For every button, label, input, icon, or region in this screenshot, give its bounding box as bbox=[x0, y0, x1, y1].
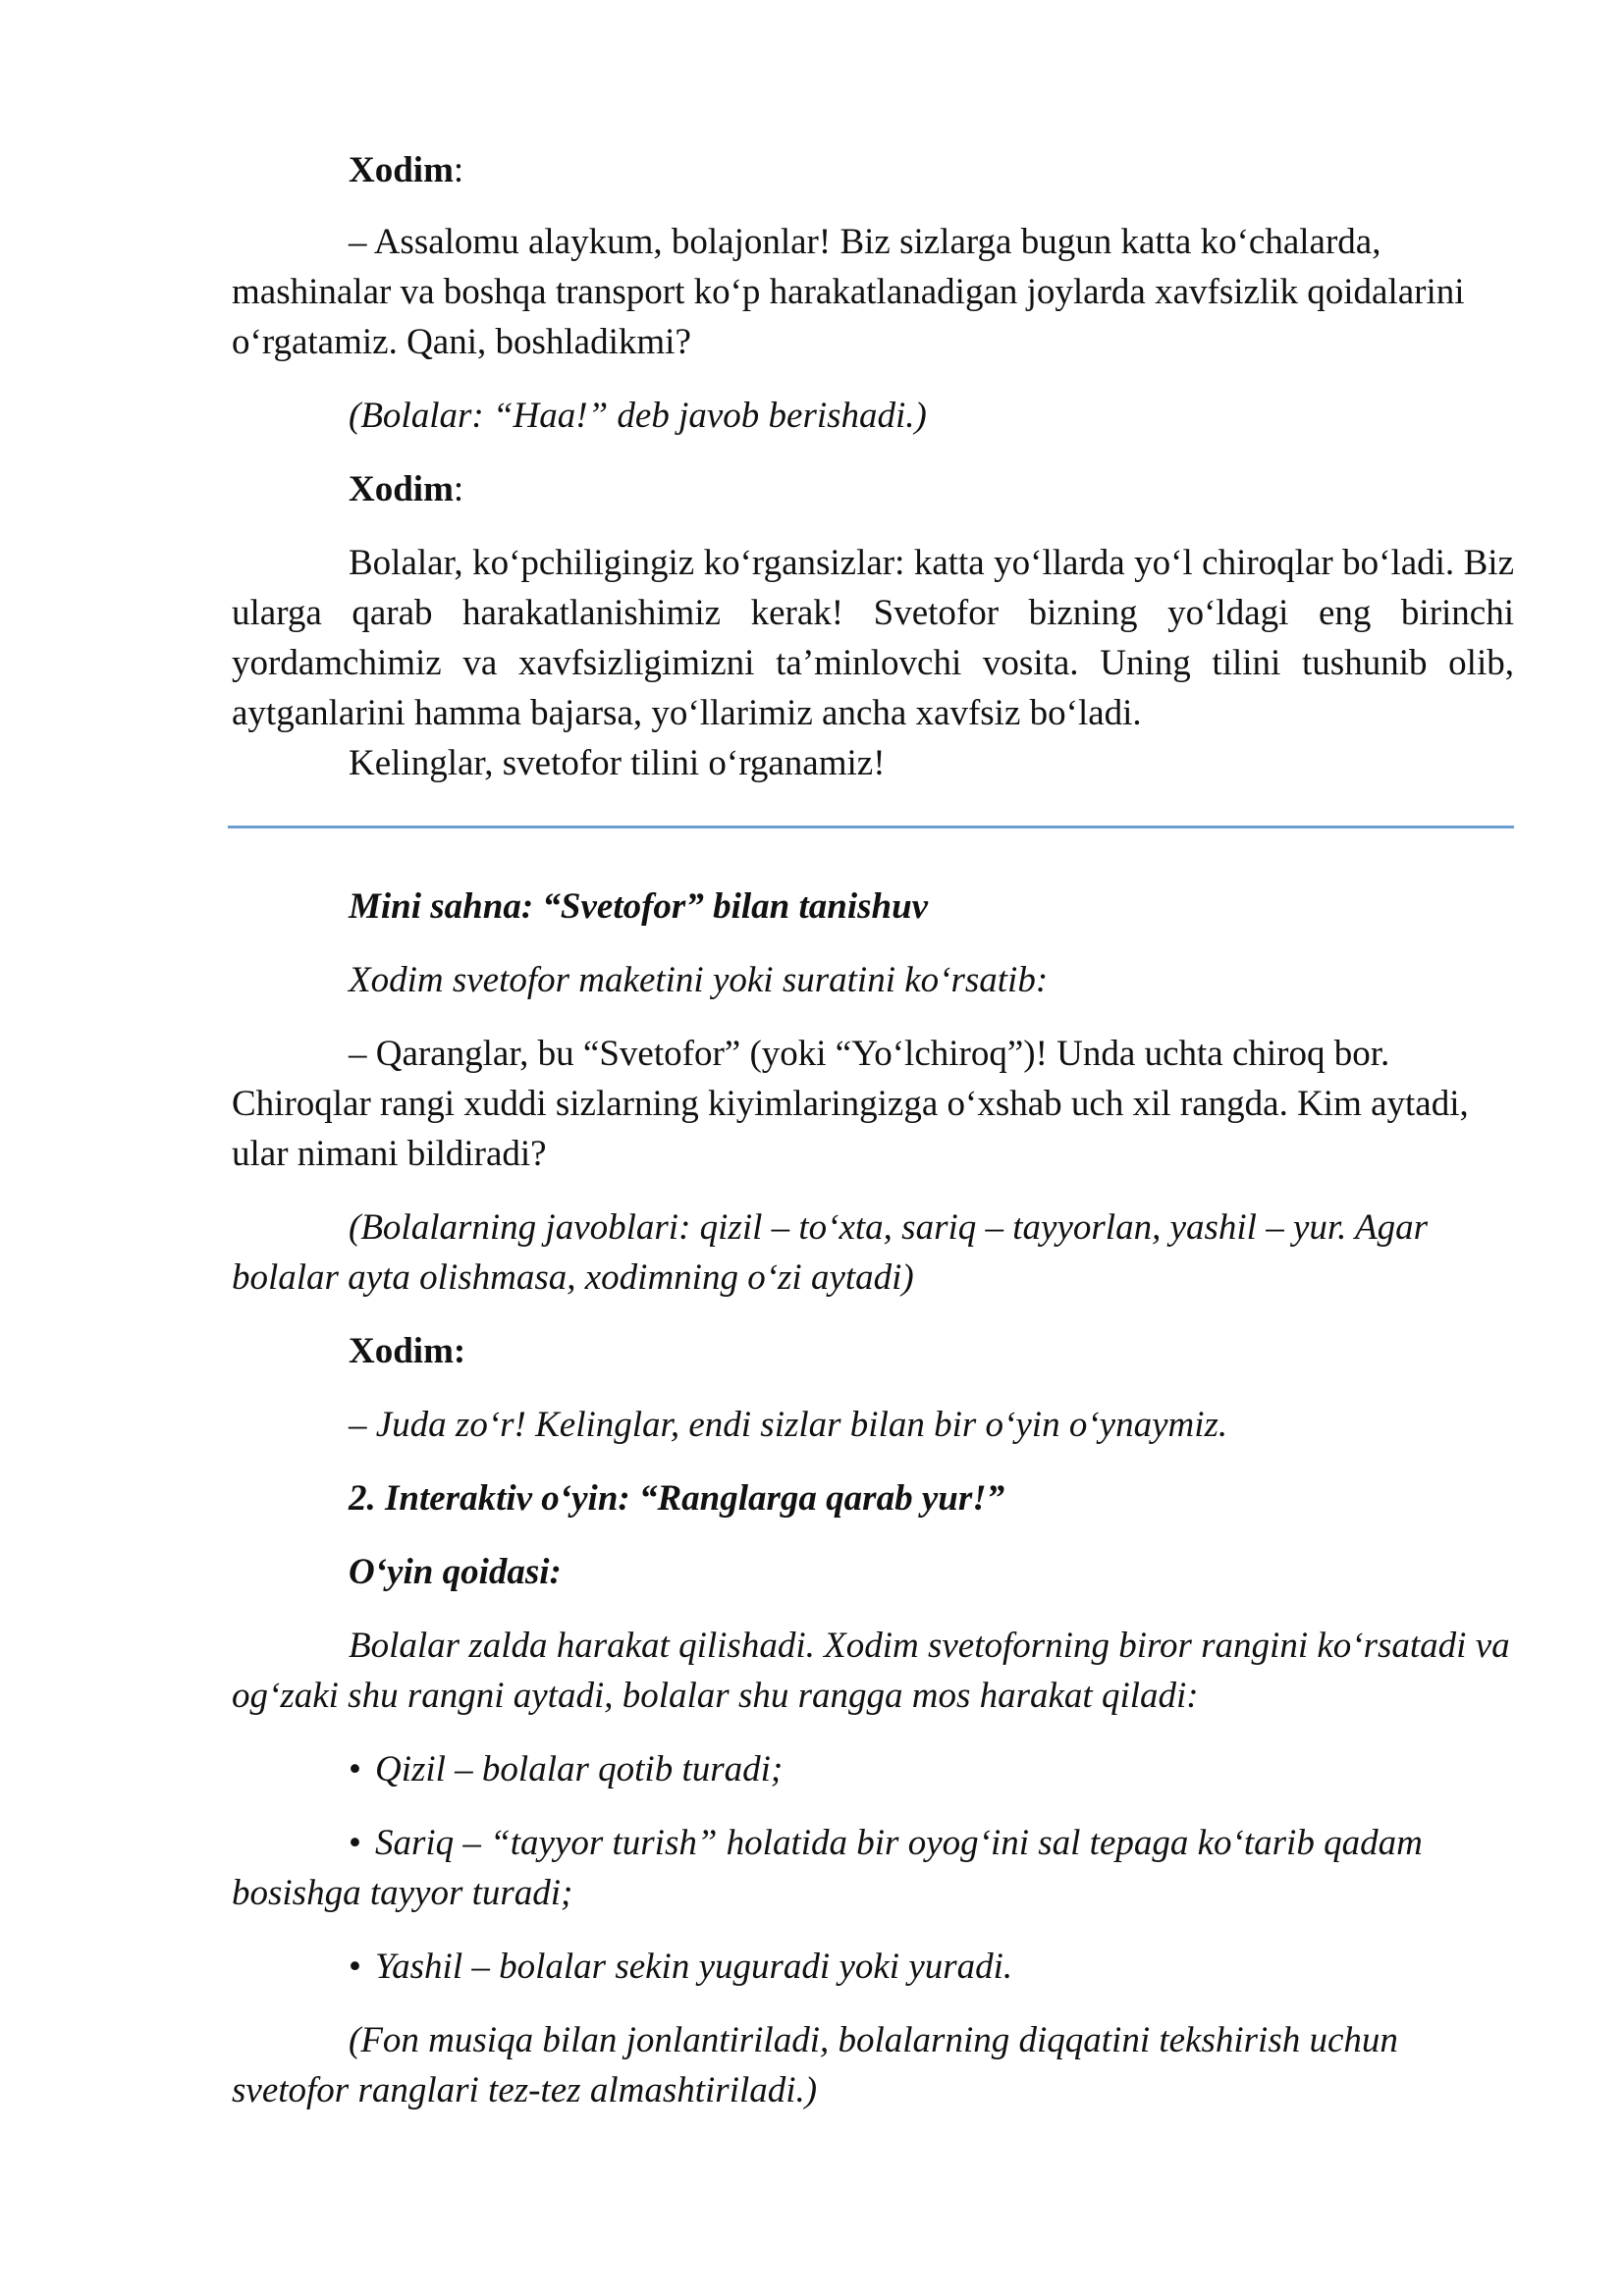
bullet-icon: • bbox=[349, 1823, 361, 1863]
rules-text: Bolalar zalda harakat qilishadi. Xodim svetoforning biror rangini ko‘rsatadi va og‘zaki shu rangni aytadi, bolalar shu rangga mos harakat qiladi: bbox=[232, 1626, 1510, 1716]
speaker-name: Xodim bbox=[349, 469, 454, 509]
explanation-paragraph: Bolalar, ko‘pchiligingiz ko‘rgansizlar: katta yo‘llarda yo‘l chiroqlar bo‘ladi. Biz ularga qarab harakatlanishimiz kerak! Svetofor bizning yo‘ldagi eng birinchi yordamchimiz va xavfsizligimizni ta’minlovchi vosita. Uning tilini tushunib olib, aytganlarini hamma bajarsa, yo‘llarimiz ancha xavfsiz bo‘ladi. bbox=[232, 543, 1514, 733]
bullet-icon: • bbox=[349, 1749, 361, 1789]
bullet-text: Sariq – “tayyor turish” holatida bir oyog‘ini sal tepaga ko‘tarib qadam bosishga tayyor turadi; bbox=[232, 1823, 1423, 1913]
bullet-item bbox=[232, 1942, 1514, 1992]
rules-heading: O‘yin qoidasi: bbox=[349, 1552, 562, 1592]
speaker-colon: : bbox=[453, 469, 464, 509]
bullet-text: Qizil – bolalar qotib turadi; bbox=[374, 1749, 784, 1789]
praise-line: – Juda zo‘r! Kelinglar, endi sizlar bilan bir o‘yin o‘ynaymiz. bbox=[349, 1405, 1228, 1445]
speaker-label: Xodim: bbox=[349, 1331, 466, 1371]
speaker-colon: : bbox=[453, 150, 464, 190]
section-divider bbox=[228, 826, 1514, 828]
scene-title: Mini sahna: “Svetofor” bilan tanishuv bbox=[349, 886, 929, 927]
greeting-paragraph: – Assalomu alaykum, bolajonlar! Biz sizlarga bugun katta ko‘chalarda, mashinalar va boshqa transport ko‘p harakatlanadigan joylarda xavfsizlik qoidalarini o‘rgatamiz. Qani, boshladikmi? bbox=[232, 222, 1465, 362]
stage-direction: Xodim svetofor maketini yoki suratini ko‘rsatib: bbox=[349, 960, 1049, 1000]
game-title: 2. Interaktiv o‘yin: “Ranglarga qarab yur!” bbox=[349, 1478, 1005, 1519]
speaker-label bbox=[232, 145, 1514, 195]
document-page bbox=[232, 145, 1514, 2115]
children-reply: (Bolalar: “Haa!” deb javob berishadi.) bbox=[349, 396, 927, 436]
intro-speech: – Qaranglar, bu “Svetofor” (yoki “Yo‘lchiroq”)! Unda uchta chiroq bor. Chiroqlar rangi xuddi sizlarning kiyimlaringizga o‘xshab uch xil rangda. Kim aytadi, ular nimani bildiradi? bbox=[232, 1034, 1469, 1174]
bullet-text: Yashil – bolalar sekin yuguradi yoki yuradi. bbox=[374, 1947, 1013, 1987]
speaker-name: Xodim bbox=[349, 150, 454, 190]
closing-note: (Fon musiqa bilan jonlantiriladi, bolalarning diqqatini tekshirish uchun svetofor ranglari tez-tez almashtiriladi.) bbox=[232, 2020, 1398, 2110]
bullet-item bbox=[232, 1818, 1514, 1918]
speaker-label bbox=[232, 464, 1514, 514]
bullet-item bbox=[232, 1744, 1514, 1794]
invitation-line: Kelinglar, svetofor tilini o‘rganamiz! bbox=[349, 743, 886, 783]
bullet-icon: • bbox=[349, 1947, 361, 1987]
children-answers: (Bolalarning javoblari: qizil – to‘xta, sariq – tayyorlan, yashil – yur. Agar bolalar ayta olishmasa, xodimning o‘zi aytadi) bbox=[232, 1207, 1428, 1298]
